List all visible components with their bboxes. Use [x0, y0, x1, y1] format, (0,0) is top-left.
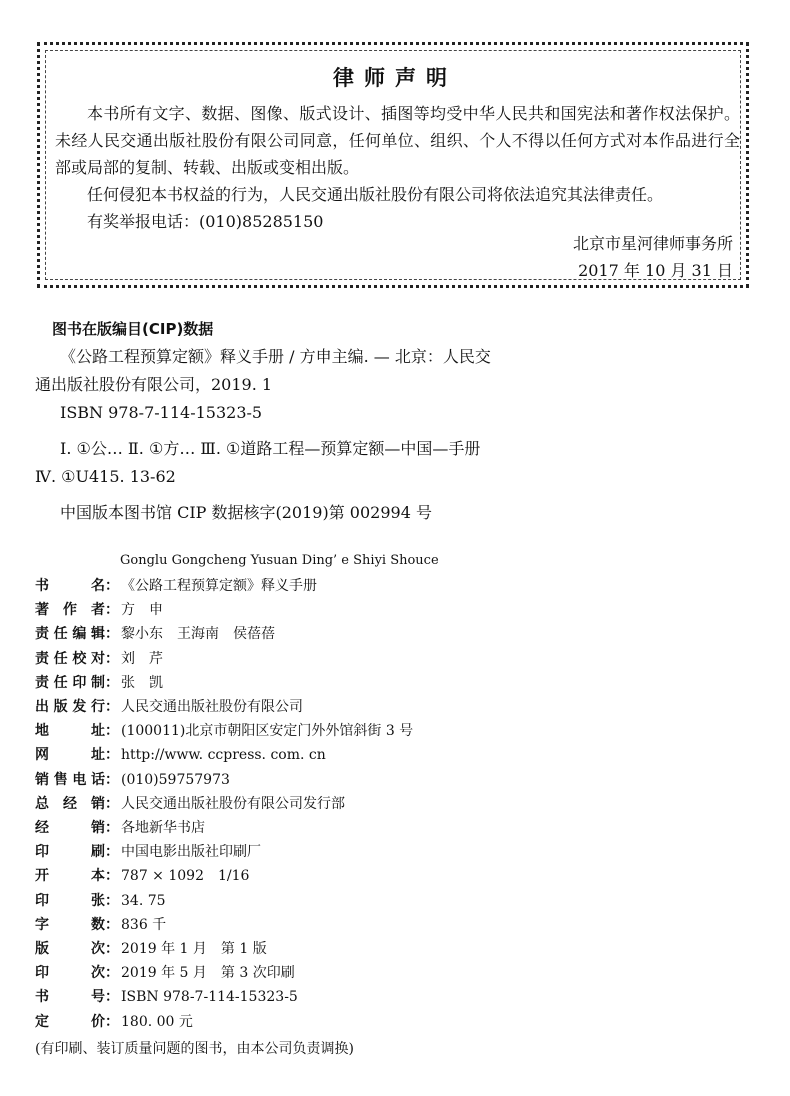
info-colon: ：: [105, 602, 119, 619]
info-colon: ：: [105, 916, 119, 933]
legal-notice-paragraph: 任何侵犯本书权益的行为，人民交通出版社股份有限公司将依法追究其法律责任。: [87, 185, 664, 204]
info-colon: ：: [105, 941, 119, 958]
cip-record-block: [35, 343, 505, 527]
info-row: [35, 985, 535, 1009]
pinyin-title: Gonglu Gongcheng Yusuan Ding’ e Shiyi Shouce: [120, 553, 439, 568]
info-row: [35, 743, 535, 767]
info-value: 2019 年 1 月 第 1 版: [121, 941, 267, 958]
legal-notice-signature: [573, 230, 733, 284]
notice-date: 2017 年 10 月 31 日: [578, 261, 733, 280]
cip-heading: 图书在版编目(CIP)数据: [52, 320, 214, 338]
info-label: 开 本: [35, 868, 105, 885]
info-colon: ：: [105, 626, 119, 643]
law-firm-name: 北京市星河律师事务所: [572, 234, 733, 253]
info-label: 定 价: [35, 1013, 105, 1030]
info-label: 版 次: [35, 941, 105, 958]
info-row: [35, 1010, 535, 1034]
info-colon: ：: [105, 674, 119, 691]
info-row: [35, 671, 535, 695]
info-row: [35, 647, 535, 671]
info-label: 印 张: [35, 892, 105, 909]
info-value: (100011)北京市朝阳区安定门外外馆斜街 3 号: [121, 723, 414, 740]
info-row: [35, 792, 535, 816]
info-row: [35, 719, 535, 743]
info-row: [35, 816, 535, 840]
info-label: 印 刷: [35, 844, 105, 861]
info-label: 地 址: [35, 723, 105, 740]
info-row: [35, 913, 535, 937]
info-value: 刘 芹: [121, 650, 163, 667]
info-value: 方 申: [121, 602, 163, 619]
legal-notice-hotline: 有奖举报电话：(010)85285150: [87, 212, 324, 231]
info-colon: ：: [105, 868, 119, 885]
info-label: 字 数: [35, 916, 105, 933]
info-colon: ：: [105, 989, 119, 1006]
info-value: 836 千: [121, 916, 167, 933]
info-value: 2019 年 5 月 第 3 次印刷: [121, 965, 295, 982]
cip-isbn: ISBN 978-7-114-15323-5: [60, 403, 263, 422]
info-label: 著 作 者: [35, 602, 105, 619]
info-colon: ：: [105, 965, 119, 982]
info-value: 人民交通出版社股份有限公司发行部: [121, 795, 345, 812]
info-row: [35, 937, 535, 961]
info-label: 责 任 印 制: [35, 674, 105, 691]
info-colon: ：: [105, 820, 119, 837]
legal-notice-paragraph: 本书所有文字、数据、图像、版式设计、插图等均受中华人民共和国宪法和著作权法保护。未经人民交通出版社股份有限公司同意，任何单位、组织、个人不得以任何方式对本作品进行全部或局部的复制、转载、出版或变相出版。: [55, 104, 740, 177]
legal-notice-title: 律师声明: [333, 66, 457, 90]
info-label: 经 销: [35, 820, 105, 837]
info-value: 中国电影出版社印刷厂: [121, 844, 261, 861]
info-value: 张 凯: [121, 674, 163, 691]
info-value: ISBN 978-7-114-15323-5: [121, 989, 298, 1006]
info-row: [35, 598, 535, 622]
info-row: [35, 961, 535, 985]
info-colon: ：: [105, 892, 119, 909]
info-label: 责 任 校 对: [35, 650, 105, 667]
info-colon: ：: [105, 844, 119, 861]
info-label: 书 名: [35, 578, 105, 594]
info-row: [35, 889, 535, 913]
info-colon: ：: [105, 578, 119, 594]
cip-record: 《公路工程预算定额》释义手册 / 方申主编. — 北京：人民交通出版社股份有限公司，2019. 1: [35, 347, 491, 394]
info-value: 787 × 1092 1/16: [121, 868, 250, 885]
info-label: 书 号: [35, 989, 105, 1006]
info-value: 黎小东 王海南 侯蓓蓓: [121, 626, 275, 643]
info-colon: ：: [105, 1013, 119, 1030]
info-label: 网 址: [35, 747, 105, 764]
publication-info-table: [35, 574, 535, 1034]
info-row: [35, 695, 535, 719]
info-label: 印 次: [35, 965, 105, 982]
cip-library-record: 中国版本图书馆 CIP 数据核字(2019)第 002994 号: [60, 503, 432, 522]
info-label: 销 售 电 话: [35, 771, 105, 788]
cip-classification: Ⅰ. ①公… Ⅱ. ①方… Ⅲ. ①道路工程—预算定额—中国—手册 Ⅳ. ①U415. 13-62: [35, 439, 481, 486]
info-value: http://www. ccpress. com. cn: [121, 747, 326, 764]
info-value: 34. 75: [121, 892, 166, 909]
info-label: 出 版 发 行: [35, 699, 105, 716]
info-colon: ：: [105, 771, 119, 788]
info-value: 《公路工程预算定额》释义手册: [121, 578, 317, 594]
info-colon: ：: [105, 699, 119, 716]
info-label: 责 任 编 辑: [35, 626, 105, 643]
info-value: (010)59757973: [121, 771, 230, 788]
info-colon: ：: [105, 747, 119, 764]
info-colon: ：: [105, 650, 119, 667]
info-row: [35, 768, 535, 792]
info-value: 各地新华书店: [121, 820, 205, 837]
info-label: 总 经 销: [35, 795, 105, 812]
info-row: [35, 840, 535, 864]
info-value: 180. 00 元: [121, 1013, 193, 1030]
legal-notice-body: [55, 100, 740, 235]
info-colon: ：: [105, 795, 119, 812]
info-colon: ：: [105, 723, 119, 740]
info-value: 人民交通出版社股份有限公司: [121, 699, 303, 716]
info-row: [35, 622, 535, 646]
quality-footnote: (有印刷、装订质量问题的图书，由本公司负责调换): [35, 1041, 354, 1057]
info-row: [35, 574, 535, 598]
info-row: [35, 864, 535, 888]
